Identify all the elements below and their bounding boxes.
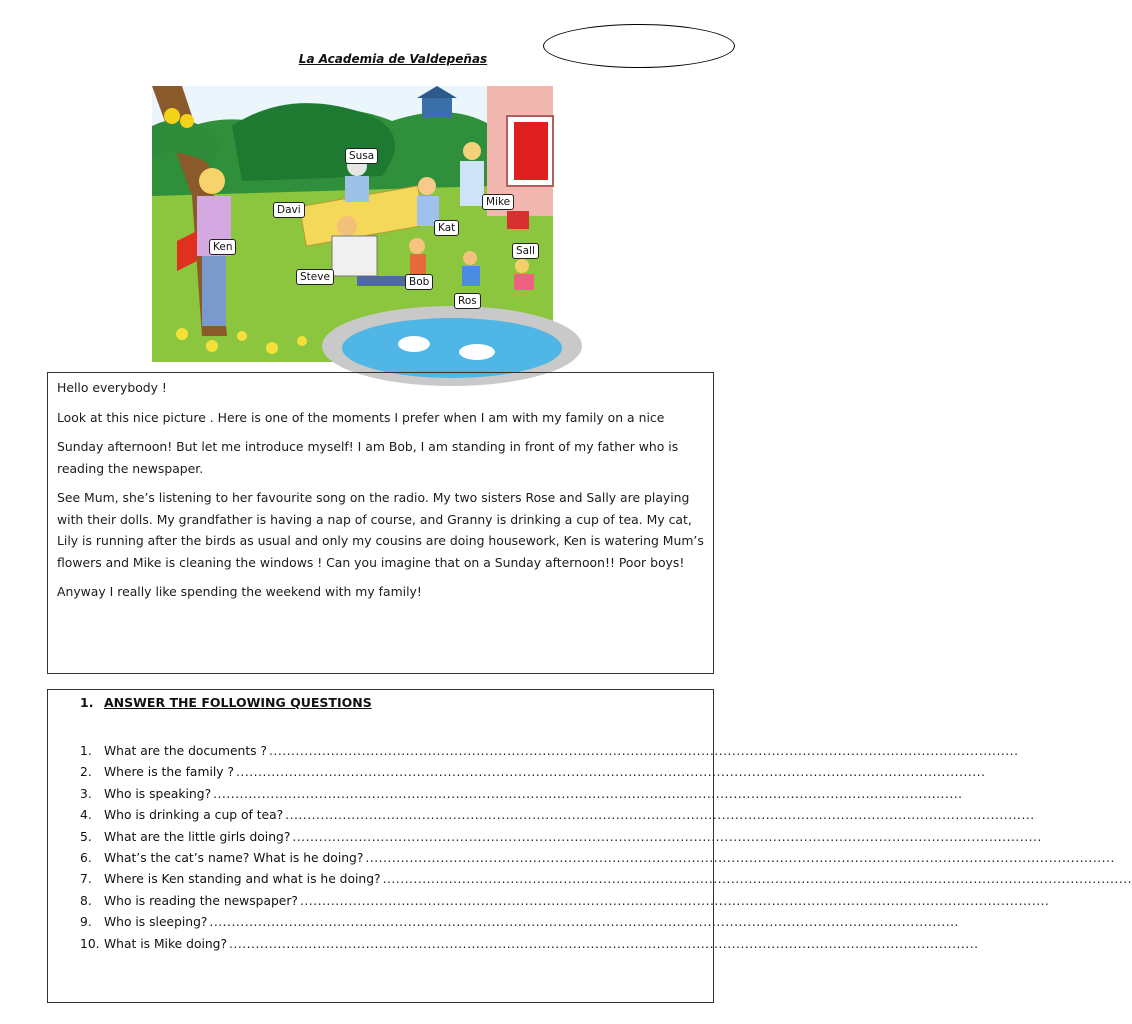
- label-mike: Mike: [482, 194, 514, 210]
- intro-paragraph: Look at this nice picture . Here is one of the moments I prefer when I am with my family on a nice: [57, 409, 665, 425]
- answer-line[interactable]: ..........................................................................................................................................................................: [236, 765, 986, 780]
- label-ken: Ken: [209, 239, 236, 255]
- label-davi: Davi: [273, 202, 305, 218]
- question-item: [80, 912, 959, 933]
- answer-line[interactable]: ..........................................................................................................................................................................: [382, 872, 1132, 887]
- exercise-title: ANSWER THE FOLLOWING QUESTIONS: [104, 695, 372, 710]
- question-number: 7.: [80, 872, 92, 887]
- intro-paragraph: Hello everybody !: [57, 380, 167, 395]
- question-number: 2.: [80, 765, 92, 780]
- answer-line[interactable]: ..........................................................................................................................................................................: [292, 829, 1042, 844]
- page-title: La Academia de Valdepeñas: [298, 52, 488, 66]
- label-susa: Susa: [345, 148, 378, 164]
- question-number: 8.: [80, 893, 92, 908]
- question-number: 10.: [80, 936, 100, 951]
- intro-text-box: [47, 372, 714, 674]
- question-number: 6.: [80, 850, 92, 865]
- question-text: Where is the family ?: [104, 765, 234, 780]
- question-number: 1.: [80, 744, 92, 758]
- garden-scene: [152, 86, 553, 362]
- question-item: [80, 827, 1042, 848]
- answer-line[interactable]: ..........................................................................................................................................................................: [285, 808, 1035, 823]
- question-text: What is Mike doing?: [104, 936, 228, 951]
- question-text: What are the documents ?: [104, 744, 267, 758]
- question-item: [80, 891, 1050, 912]
- label-sall: Sall: [512, 243, 539, 259]
- question-text: Who is speaking?: [104, 786, 212, 801]
- question-item: [80, 784, 963, 805]
- question-number: 9.: [80, 915, 92, 930]
- question-text: What are the little girls doing?: [104, 829, 291, 844]
- question-number: 5.: [80, 829, 92, 844]
- answer-line[interactable]: ..........................................................................................................................................................................: [229, 936, 979, 951]
- question-text: Who is reading the newspaper?: [104, 893, 298, 908]
- answer-line[interactable]: ..........................................................................................................................................................................: [269, 744, 1019, 758]
- answer-line[interactable]: ..........................................................................................................................................................................: [213, 786, 963, 801]
- question-text: Where is Ken standing and what is he doing?: [104, 872, 381, 887]
- intro-paragraph: Anyway I really like spending the weekend with my family!: [57, 584, 422, 599]
- question-text: Who is drinking a cup of tea?: [104, 808, 284, 823]
- label-kat: Kat: [434, 220, 459, 236]
- questions-box: [47, 689, 1132, 1003]
- intro-paragraph: See Mum, she’s listening to her favourite song on the radio. My two sisters Rose and Sally are playing with their dolls. My grandfather is having a nap of course, and Granny is drinking a cup of tea. My cat, Lily is running after the birds as usual and only my cousins are doing housework, Ken is watering Mum’s flowers and Mike is cleaning the windows ! Can you imagine that on a Sunday afternoon!! Poor boys!: [57, 490, 704, 570]
- label-steve: Steve: [296, 269, 334, 285]
- question-item: [80, 762, 986, 783]
- intro-paragraph: Sunday afternoon! But let me introduce myself! I am Bob, I am standing in front of my father who is reading the newspaper.: [57, 439, 679, 476]
- question-item: [80, 805, 1035, 826]
- answer-line[interactable]: ..........................................................................................................................................................................: [209, 915, 959, 930]
- family-garden-illustration: [152, 86, 553, 362]
- question-item: [80, 848, 1115, 869]
- question-item: [80, 934, 979, 955]
- question-list: [80, 741, 1132, 955]
- exercise-number: 1.: [80, 695, 94, 710]
- question-item: [80, 741, 1019, 762]
- question-number: 3.: [80, 786, 92, 801]
- question-number: 4.: [80, 808, 92, 823]
- question-item: [80, 869, 1132, 890]
- question-text: Who is sleeping?: [104, 915, 208, 930]
- label-bob: Bob: [405, 274, 433, 290]
- label-ros: Ros: [454, 293, 481, 309]
- exercise-heading: [80, 695, 372, 710]
- answer-line[interactable]: ..........................................................................................................................................................................: [365, 850, 1115, 865]
- question-text: What’s the cat’s name? What is he doing?: [104, 850, 364, 865]
- answer-line[interactable]: ..........................................................................................................................................................................: [299, 893, 1050, 908]
